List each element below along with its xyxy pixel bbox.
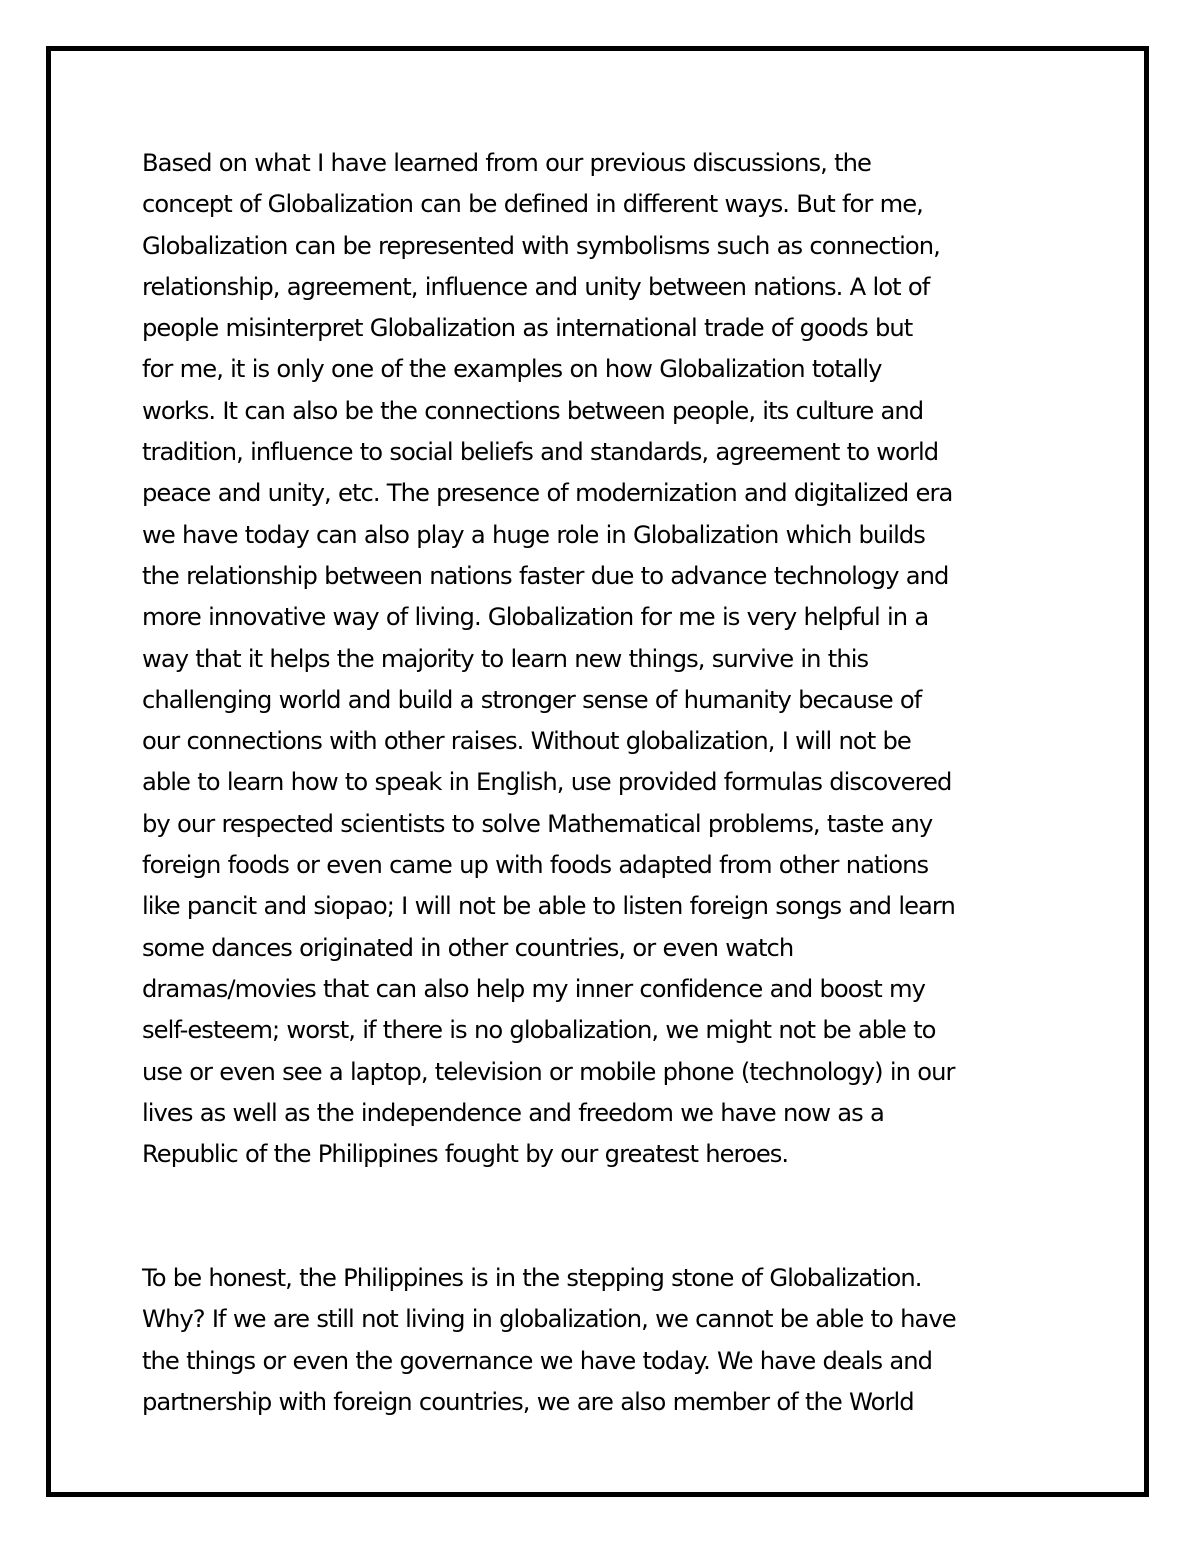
text-line: works. It can also be the connections between people, its culture and [142,396,924,425]
text-line: Globalization can be represented with symbolisms such as connection, [142,231,940,260]
text-line: Based on what I have learned from our previous discussions, the [142,149,871,177]
text-line: relationship, agreement, influence and unity between nations. A lot of [142,272,930,301]
text-line: use or even see a laptop, television or mobile phone (technology) in our [142,1057,955,1086]
text-line: way that it helps the majority to learn new things, survive in this [142,644,869,673]
text-line: concept of Globalization can be defined in different ways. But for me, [142,190,923,219]
text-line: peace and unity, etc. The presence of modernization and digitalized era [142,479,953,508]
paragraph-2 [142,1258,1072,1423]
text-line: more innovative way of living. Globalization for me is very helpful in a [142,603,929,632]
text-line: for me, it is only one of the examples on how Globalization totally [142,355,882,384]
text-line: by our respected scientists to solve Mathematical problems, taste any [142,809,933,838]
text-line: partnership with foreign countries, we are also member of the World [142,1387,914,1416]
text-line: self-esteem; worst, if there is no globalization, we might not be able to [142,1016,936,1045]
text-line: foreign foods or even came up with foods adapted from other nations [142,851,929,880]
text-line: some dances originated in other countries, or even watch [142,933,794,962]
text-line: the things or even the governance we have today. We have deals and [142,1346,933,1375]
text-line: the relationship between nations faster due to advance technology and [142,561,949,590]
text-line: challenging world and build a stronger sense of humanity because of [142,685,922,714]
text-line: lives as well as the independence and freedom we have now as a [142,1098,884,1127]
text-line: our connections with other raises. Without globalization, I will not be [142,727,911,756]
paragraph-spacer [142,1175,1072,1258]
text-line: Why? If we are still not living in globalization, we cannot be able to have [142,1305,956,1334]
text-line: Republic of the Philippines fought by our greatest heroes. [142,1140,789,1169]
text-line: we have today can also play a huge role in Globalization which builds [142,520,925,549]
text-line: To be honest, the Philippines is in the stepping stone of Globalization. [142,1264,922,1293]
text-line: dramas/movies that can also help my inner confidence and boost my [142,974,925,1003]
text-line: people misinterpret Globalization as international trade of goods but [142,314,913,343]
document-body [142,143,1072,1423]
text-line: able to learn how to speak in English, use provided formulas discovered [142,768,952,797]
text-line: like pancit and siopao; I will not be able to listen foreign songs and learn [142,892,955,921]
text-line: tradition, influence to social beliefs and standards, agreement to world [142,438,939,467]
paragraph-1 [142,143,1072,1175]
